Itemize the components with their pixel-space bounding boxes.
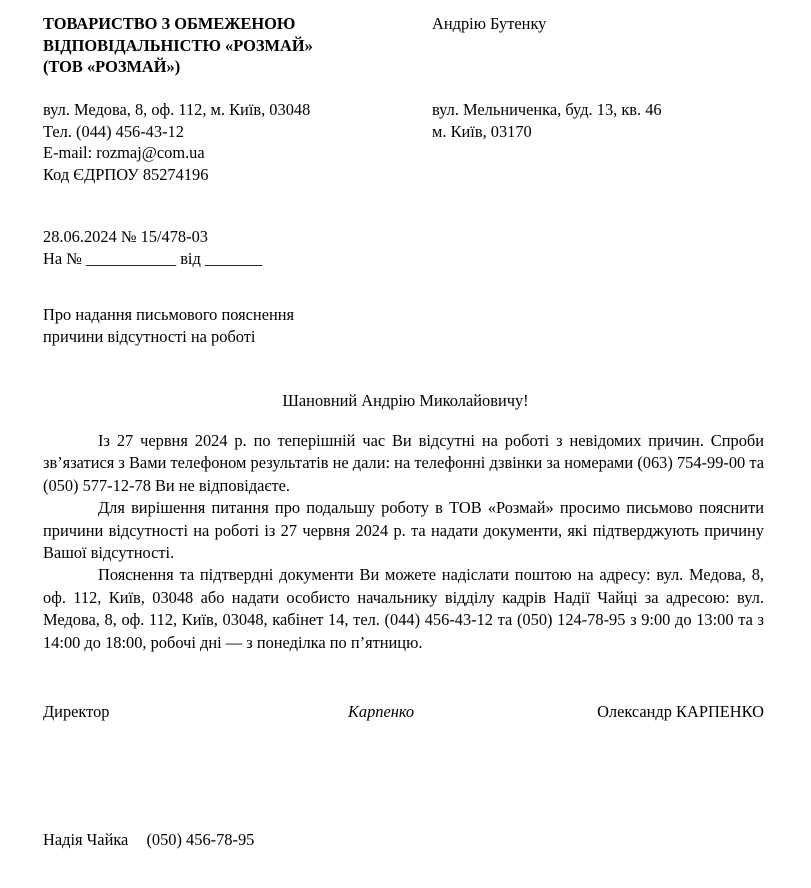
body-paragraph-1: Із 27 червня 2024 р. по теперішній час Ви відсутні на роботі з невідомих причин. Спроби зв’язатися з Вами телефоном результатів не дали: на телефонні дзвінки за номерами (063) 754-99-00 та (050) 577-12-78 Ви не відповідаєте. xyxy=(43,431,764,495)
recipient-address-line2: м. Київ, 03170 xyxy=(432,121,532,141)
signatory-name: Олександр КАРПЕНКО xyxy=(597,702,764,721)
recipient-address-line1: вул. Мельниченка, буд. 13, кв. 46 xyxy=(432,100,662,119)
spacer xyxy=(43,78,403,100)
reply-to-reference: На № ___________ від _______ xyxy=(43,248,263,268)
executor-phone: (050) 456-78-95 xyxy=(146,830,255,849)
recipient-name: Андрію Бутенку xyxy=(432,14,547,33)
sender-phone: Тел. (044) 456-43-12 xyxy=(43,121,184,141)
subject-line2: причини відсутності на роботі xyxy=(43,326,256,346)
salutation: Шановний Андрію Миколайовичу! xyxy=(282,391,529,410)
sender-address: вул. Медова, 8, оф. 112, м. Київ, 03048 xyxy=(43,100,311,119)
signature: Карпенко xyxy=(348,702,415,721)
body-paragraph-2: Для вирішення питання про подальшу роботу в ТОВ «Розмай» просимо письмово пояснити причини відсутності на роботі із 27 червня 2024 р. та надати документи, які підтверджують причину Вашої відсутності. xyxy=(43,498,764,563)
body-paragraph-3: Пояснення та підтвердні документи Ви можете надіслати поштою на адресу: вул. Медова, 8, оф. 112, Київ, 03048 або надати особисто начальнику відділу кадрів Надії Чайці за адресою: вул. Медова, 8, оф. 112, Київ, 03048, кабінет 14, тел. (044) 456-43-12 та (050) 124-78-95 з 9:00 до 13:00 та з 14:00 до 18:00, робочі дні — з понеділка по п’ятницю. xyxy=(43,565,764,652)
letter-body xyxy=(43,430,764,654)
spacer xyxy=(432,35,772,57)
sender-block xyxy=(43,13,403,185)
subject-line1: Про надання письмового пояснення xyxy=(43,305,295,324)
sender-email: E-mail: rozmaj@com.ua xyxy=(43,143,205,162)
spacer xyxy=(432,78,772,100)
document-reference xyxy=(43,226,262,269)
sender-org-name-line2: ВІДПОВІДАЛЬНІСТЮ «РОЗМАЙ» xyxy=(43,35,313,55)
sender-org-name-line1: ТОВАРИСТВО З ОБМЕЖЕНОЮ xyxy=(43,14,296,33)
letter-subject xyxy=(43,304,363,347)
executor-info xyxy=(43,829,254,851)
executor-name: Надія Чайка xyxy=(43,830,129,849)
recipient-block xyxy=(432,13,772,142)
document-date-number: 28.06.2024 № 15/478-03 xyxy=(43,227,208,246)
spacer xyxy=(432,56,772,78)
sender-org-short-name: (ТОВ «РОЗМАЙ») xyxy=(43,57,181,76)
sender-edrpou: Код ЄДРПОУ 85274196 xyxy=(43,164,209,184)
signatory-position: Директор xyxy=(43,702,110,721)
